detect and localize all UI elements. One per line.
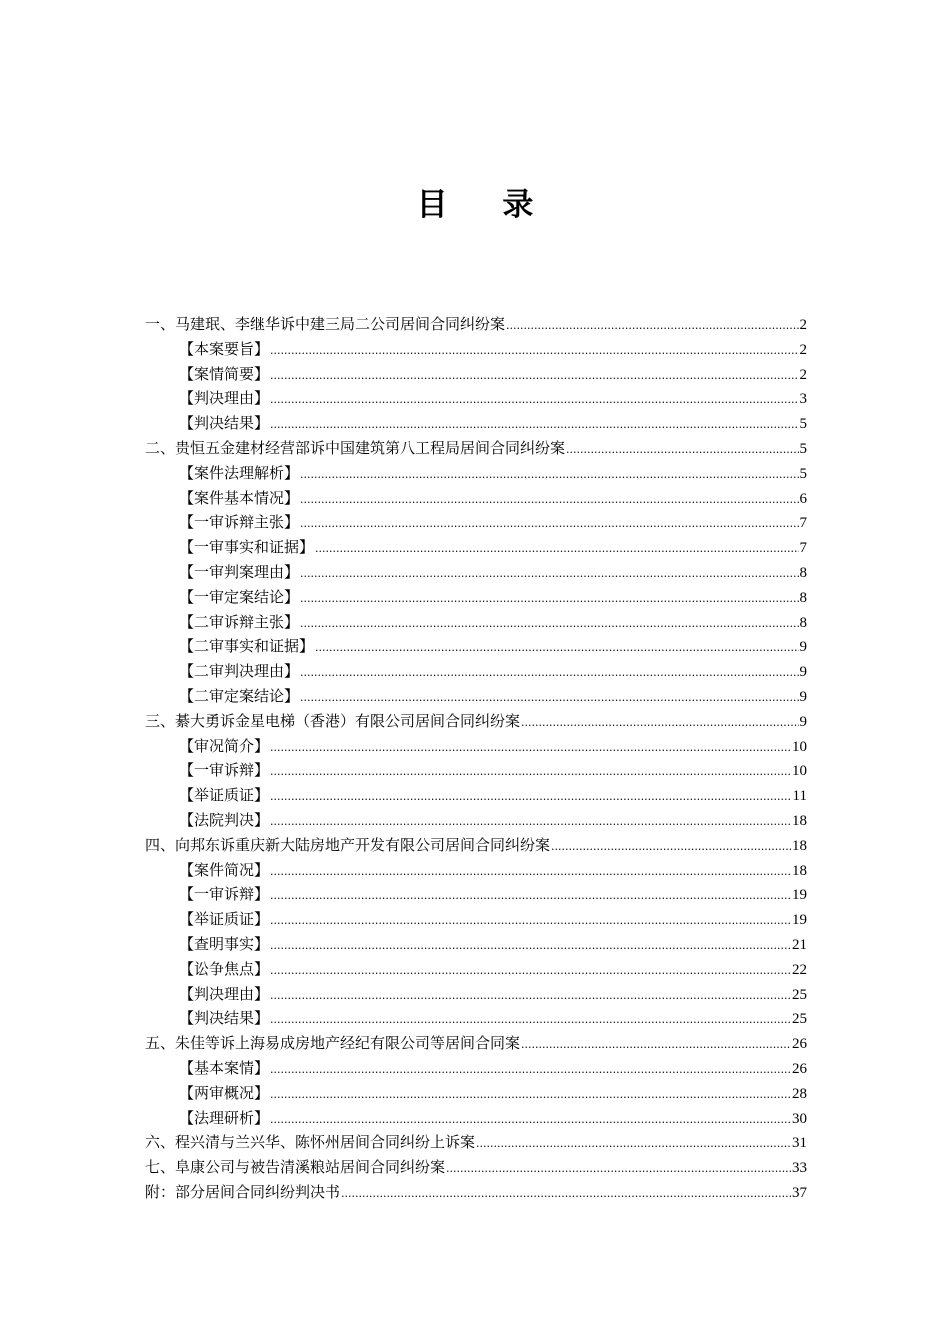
toc-entry[interactable] <box>145 1130 807 1155</box>
toc-subentry[interactable] <box>145 510 807 535</box>
toc-page-number: 11 <box>792 788 807 805</box>
toc-dot-leader <box>270 959 791 984</box>
toc-dot-leader <box>270 884 791 909</box>
toc-page-number: 9 <box>799 664 807 681</box>
toc-page-number: 31 <box>792 1135 807 1152</box>
toc-subentry[interactable] <box>145 1006 807 1031</box>
toc-dot-leader <box>446 1157 791 1182</box>
toc-entry[interactable] <box>145 312 807 337</box>
toc-subentry[interactable] <box>145 585 807 610</box>
toc-subentry[interactable] <box>145 362 807 387</box>
toc-subentry[interactable] <box>145 982 807 1007</box>
toc-entry-label: 七、阜康公司与被告清溪粮站居间合同纠纷案 <box>145 1158 446 1177</box>
toc-page-number: 21 <box>792 936 807 953</box>
toc-dot-leader <box>270 860 791 885</box>
toc-subentry[interactable] <box>145 758 807 783</box>
toc-dot-leader <box>300 463 798 488</box>
page-title: 目 录 <box>416 187 556 223</box>
toc-entry-label: 二、贵恒五金建材经营部诉中国建筑第八工程局居间合同纠纷案 <box>145 438 566 457</box>
toc-dot-leader <box>270 984 791 1009</box>
toc-entry-label: 【二审事实和证据】 <box>179 637 315 656</box>
toc-page-number: 19 <box>792 912 807 929</box>
toc-page-number: 19 <box>792 887 807 904</box>
toc-dot-leader <box>270 1083 791 1108</box>
toc-page-number: 5 <box>799 465 807 482</box>
toc-entry[interactable] <box>145 833 807 858</box>
toc-dot-leader <box>270 909 791 934</box>
toc-entry-label: 【法院判决】 <box>179 810 270 829</box>
toc-entry-label: 【二审定案结论】 <box>179 686 300 705</box>
toc-page-number: 3 <box>799 391 807 408</box>
toc-page-number: 9 <box>799 688 807 705</box>
toc-entry-label: 六、程兴清与兰兴华、陈怀州居间合同纠纷上诉案 <box>145 1133 476 1152</box>
toc-subentry[interactable] <box>145 882 807 907</box>
toc-page-number: 10 <box>792 763 807 780</box>
toc-page-number: 18 <box>792 862 807 879</box>
toc-page-number: 18 <box>792 837 807 854</box>
toc-dot-leader <box>315 537 798 562</box>
toc-page-number: 2 <box>799 341 807 358</box>
toc-subentry[interactable] <box>145 535 807 560</box>
toc-entry-label: 【案件基本情况】 <box>179 488 300 507</box>
toc-entry[interactable] <box>145 1155 807 1180</box>
toc-entry-label: 一、马建珉、李继华诉中建三局二公司居间合同纠纷案 <box>145 315 506 333</box>
toc-entry-label: 【查明事实】 <box>179 934 270 953</box>
toc-subentry[interactable] <box>145 932 807 957</box>
toc-page-number: 10 <box>792 738 807 755</box>
toc-page-number: 5 <box>799 416 807 433</box>
toc-subentry[interactable] <box>145 560 807 585</box>
toc-dot-leader <box>270 413 798 438</box>
toc-subentry[interactable] <box>145 610 807 635</box>
toc-entry-label: 四、向邦东诉重庆新大陆房地产开发有限公司居间合同纠纷案 <box>145 835 551 854</box>
toc-dot-leader <box>300 562 798 587</box>
toc-entry[interactable] <box>145 1031 807 1056</box>
toc-page-number: 5 <box>799 440 807 457</box>
toc-subentry[interactable] <box>145 957 807 982</box>
toc-subentry[interactable] <box>145 734 807 759</box>
toc-subentry[interactable] <box>145 1106 807 1131</box>
toc-entry-label: 附：部分居间合同纠纷判决书 <box>145 1182 341 1201</box>
toc-page-number: 25 <box>792 1011 807 1028</box>
toc-subentry[interactable] <box>145 486 807 511</box>
toc-page-number: 2 <box>799 366 807 383</box>
toc-dot-leader <box>315 636 798 661</box>
toc-entry-label: 【一审判案理由】 <box>179 562 300 581</box>
toc-page-number: 9 <box>799 713 807 730</box>
toc-entry-label: 五、朱佳等诉上海易成房地产经纪有限公司等居间合同案 <box>145 1034 521 1053</box>
toc-entry-label: 【一审事实和证据】 <box>179 538 315 557</box>
toc-entry-label: 【二审诉辩主张】 <box>179 612 300 631</box>
toc-entry-label: 【判决理由】 <box>179 389 270 408</box>
toc-entry-label: 【举证质证】 <box>179 910 270 929</box>
toc-subentry[interactable] <box>145 411 807 436</box>
toc-entry-label: 【案情简要】 <box>179 364 270 383</box>
toc-entry-label: 【二审判决理由】 <box>179 662 300 681</box>
toc-dot-leader <box>300 587 798 612</box>
toc-page-number: 8 <box>799 564 807 581</box>
toc-dot-leader <box>270 785 792 810</box>
toc-subentry[interactable] <box>145 634 807 659</box>
toc-page-number: 28 <box>792 1085 807 1102</box>
table-of-contents <box>145 312 807 1205</box>
toc-subentry[interactable] <box>145 337 807 362</box>
toc-dot-leader <box>521 1033 791 1058</box>
toc-page-number: 30 <box>792 1110 807 1127</box>
toc-subentry[interactable] <box>145 386 807 411</box>
toc-subentry[interactable] <box>145 907 807 932</box>
toc-dot-leader <box>270 810 791 835</box>
toc-dot-leader <box>270 1008 791 1033</box>
toc-entry-label: 【判决理由】 <box>179 984 270 1003</box>
toc-subentry[interactable] <box>145 659 807 684</box>
toc-dot-leader <box>270 388 798 413</box>
toc-entry[interactable] <box>145 1180 807 1205</box>
toc-dot-leader <box>270 364 798 389</box>
toc-page-number: 26 <box>792 1036 807 1053</box>
toc-dot-leader <box>300 512 798 537</box>
toc-dot-leader <box>300 488 798 513</box>
toc-entry-label: 【两审概况】 <box>179 1083 270 1102</box>
toc-page-number: 22 <box>792 961 807 978</box>
toc-dot-leader <box>341 1182 791 1207</box>
toc-entry-label: 【审况简介】 <box>179 736 270 755</box>
toc-entry-label: 【判决结果】 <box>179 1009 270 1028</box>
toc-entry-label: 【案件简况】 <box>179 860 270 879</box>
toc-entry-label: 【讼争焦点】 <box>179 959 270 978</box>
toc-entry-label: 【判决结果】 <box>179 414 270 433</box>
toc-subentry[interactable] <box>145 808 807 833</box>
toc-dot-leader <box>300 686 798 711</box>
toc-dot-leader <box>476 1132 791 1157</box>
toc-entry[interactable] <box>145 436 807 461</box>
toc-page-number: 8 <box>799 589 807 606</box>
toc-page-number: 33 <box>792 1160 807 1177</box>
toc-subentry[interactable] <box>145 1056 807 1081</box>
toc-entry-label: 【一审诉辩】 <box>179 885 270 904</box>
toc-dot-leader <box>551 835 791 860</box>
toc-entry-label: 【一审诉辩主张】 <box>179 513 300 532</box>
toc-subentry[interactable] <box>145 783 807 808</box>
toc-dot-leader <box>300 612 798 637</box>
toc-page-number: 7 <box>799 540 807 557</box>
toc-subentry[interactable] <box>145 1081 807 1106</box>
toc-page-number: 6 <box>799 490 807 507</box>
toc-page-number: 26 <box>792 1060 807 1077</box>
toc-subentry[interactable] <box>145 684 807 709</box>
toc-dot-leader <box>270 736 791 761</box>
toc-dot-leader <box>506 314 798 339</box>
toc-entry-label: 【一审诉辩】 <box>179 761 270 780</box>
toc-entry-label: 三、綦大勇诉金星电梯（香港）有限公司居间合同纠纷案 <box>145 711 521 730</box>
toc-page-number: 7 <box>799 515 807 532</box>
toc-dot-leader <box>521 711 798 736</box>
toc-dot-leader <box>270 1058 791 1083</box>
toc-dot-leader <box>566 438 798 463</box>
toc-page-number: 9 <box>799 639 807 656</box>
toc-entry-label: 【案件法理解析】 <box>179 463 300 482</box>
toc-subentry[interactable] <box>145 461 807 486</box>
toc-entry-label: 【本案要旨】 <box>179 339 270 358</box>
toc-entry-label: 【举证质证】 <box>179 786 270 805</box>
toc-dot-leader <box>270 760 791 785</box>
toc-dot-leader <box>270 1108 791 1133</box>
toc-page-number: 25 <box>792 986 807 1003</box>
toc-subentry[interactable] <box>145 858 807 883</box>
toc-entry-label: 【一审定案结论】 <box>179 587 300 606</box>
toc-dot-leader <box>270 339 798 364</box>
toc-page-number: 18 <box>792 812 807 829</box>
toc-entry-label: 【基本案情】 <box>179 1058 270 1077</box>
toc-dot-leader <box>270 934 791 959</box>
toc-entry[interactable] <box>145 709 807 734</box>
toc-entry-label: 【法理研析】 <box>179 1108 270 1127</box>
toc-page-number: 37 <box>792 1184 807 1201</box>
toc-dot-leader <box>300 661 798 686</box>
toc-page-number: 8 <box>799 614 807 631</box>
toc-page-number: 2 <box>799 317 807 333</box>
